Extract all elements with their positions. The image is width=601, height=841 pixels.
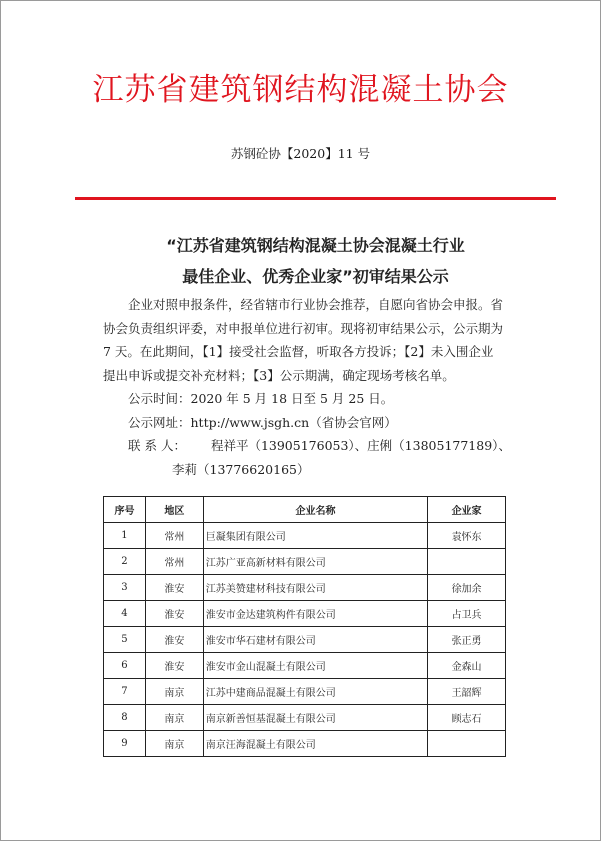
header-entrepreneur: 企业家 <box>428 497 506 523</box>
notice-body <box>103 293 529 481</box>
table-row <box>104 731 506 757</box>
cell-index: 6 <box>104 653 146 679</box>
cell-index: 5 <box>104 627 146 653</box>
cell-company: 江苏广亚高新材料有限公司 <box>203 549 427 575</box>
header-company: 企业名称 <box>203 497 427 523</box>
cell-entrepreneur: 徐加余 <box>428 575 506 601</box>
body-line: 7 天。在此期间，【1】接受社会监督，听取各方投诉；【2】未入围企业 <box>103 344 494 359</box>
cell-index: 7 <box>104 679 146 705</box>
cell-region: 淮安 <box>145 601 203 627</box>
cell-company: 南京汪海混凝土有限公司 <box>203 731 427 757</box>
cell-region: 常州 <box>145 523 203 549</box>
cell-region: 南京 <box>145 705 203 731</box>
cell-company: 巨凝集团有限公司 <box>203 523 427 549</box>
cell-index: 9 <box>104 731 146 757</box>
cell-region: 南京 <box>145 679 203 705</box>
cell-index: 8 <box>104 705 146 731</box>
cell-entrepreneur: 张正勇 <box>428 627 506 653</box>
table-row <box>104 679 506 705</box>
body-line: 企业对照申报条件，经省辖市行业协会推荐，自愿向省协会申报。省 <box>128 297 504 312</box>
notice-title-line1: “江苏省建筑钢结构混凝土协会混凝土行业 <box>166 236 465 255</box>
cell-entrepreneur: 金森山 <box>428 653 506 679</box>
cell-entrepreneur: 袁怀东 <box>428 523 506 549</box>
org-name-header: 江苏省建筑钢结构混凝土协会 <box>92 72 509 108</box>
contact-row <box>103 434 529 458</box>
table-row <box>104 705 506 731</box>
cell-region: 淮安 <box>145 575 203 601</box>
cell-index: 4 <box>104 601 146 627</box>
notice-website: 公示网址：http://www.jsgh.cn（省协会官网） <box>128 414 397 430</box>
cell-entrepreneur <box>428 731 506 757</box>
cell-company: 淮安市金山混凝土有限公司 <box>203 653 427 679</box>
header-region: 地区 <box>145 497 203 523</box>
cell-region: 淮安 <box>145 627 203 653</box>
table-row <box>104 601 506 627</box>
cell-index: 2 <box>104 549 146 575</box>
cell-company: 淮安市华石建材有限公司 <box>203 627 427 653</box>
red-divider <box>75 197 556 200</box>
table-header-row <box>104 497 506 523</box>
cell-index: 1 <box>104 523 146 549</box>
cell-company: 江苏美赞建材科技有限公司 <box>203 575 427 601</box>
contact-label: 联 系 人： <box>128 438 186 453</box>
cell-index: 3 <box>104 575 146 601</box>
body-line: 协会负责组织评委，对申报单位进行初审。现将初审结果公示，公示期为 <box>103 320 504 336</box>
header-index: 序号 <box>104 497 146 523</box>
cell-entrepreneur <box>428 549 506 575</box>
cell-region: 南京 <box>145 731 203 757</box>
table-row <box>104 653 506 679</box>
document-number: 苏钢砼协【2020】11 号 <box>230 146 371 161</box>
table-row <box>104 627 506 653</box>
table-row <box>104 549 506 575</box>
table-row <box>104 575 506 601</box>
table-row <box>104 523 506 549</box>
cell-region: 淮安 <box>145 653 203 679</box>
body-line: 提出申诉或提交补充材料；【3】公示期满，确定现场考核名单。 <box>103 367 455 383</box>
contact-line1: 程祥平（13905176053）、庄俐（13805177189）、 <box>210 438 511 453</box>
cell-entrepreneur: 顾志石 <box>428 705 506 731</box>
notice-title-line2: 最佳企业、优秀企业家”初审结果公示 <box>182 267 449 286</box>
notice-period: 公示时间：2020 年 5 月 18 日至 5 月 25 日。 <box>128 391 394 406</box>
cell-company: 南京新善恒基混凝土有限公司 <box>203 705 427 731</box>
contact-line2: 李莉（13776620165） <box>172 461 310 477</box>
cell-entrepreneur: 占卫兵 <box>428 601 506 627</box>
cell-region: 常州 <box>145 549 203 575</box>
cell-company: 江苏中建商品混凝土有限公司 <box>203 679 427 705</box>
cell-entrepreneur: 王韶辉 <box>428 679 506 705</box>
cell-company: 淮安市金达建筑构件有限公司 <box>203 601 427 627</box>
results-table <box>103 496 506 757</box>
